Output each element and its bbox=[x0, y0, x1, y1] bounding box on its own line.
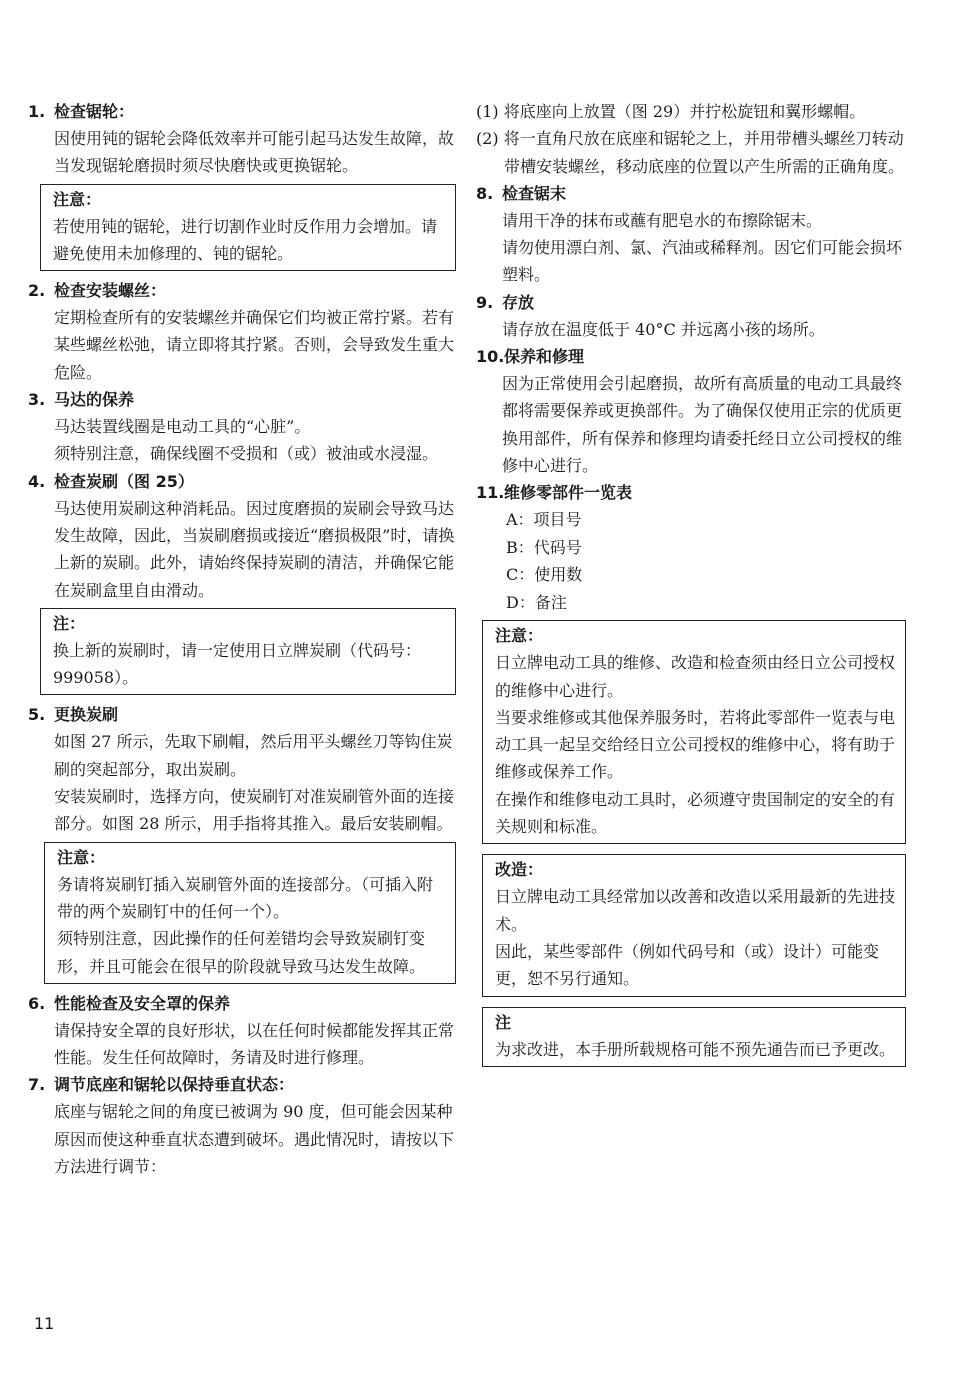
section-number: 3. bbox=[28, 390, 46, 410]
section-check-sawdust bbox=[476, 180, 906, 289]
section-text: 安装炭刷时，选择方向，使炭刷钉对准炭刷管外面的连接部分。如图 28 所示，用手指将其推入。最后安装刷帽。 bbox=[54, 787, 455, 834]
section-heading bbox=[476, 180, 906, 207]
right-column bbox=[476, 98, 906, 1073]
section-check-saw-blade bbox=[28, 98, 456, 180]
section-number: 5. bbox=[28, 705, 46, 725]
section-heading bbox=[476, 343, 906, 370]
section-title: 检查锯轮： bbox=[54, 102, 135, 121]
caution-title: 注意： bbox=[57, 847, 106, 867]
section-text: 请存放在温度低于 40°C 并远离小孩的场所。 bbox=[502, 319, 825, 339]
section-motor-maintenance bbox=[28, 386, 456, 468]
caution-box-dull-blade bbox=[40, 184, 456, 272]
section-number: 9. bbox=[476, 292, 494, 312]
section-replace-carbon-brush bbox=[28, 701, 456, 837]
section-text: 马达使用炭刷这种消耗品。因过度磨损的炭刷会导致马达发生故障，因此，当炭刷磨损或接近“磨损极限”时，请换上新的炭刷。此外，请始终保持炭刷的清洁，并确保它能在炭刷盒里自由滑动。 bbox=[54, 498, 455, 600]
section-parts-list bbox=[476, 479, 906, 616]
section-adjust-base bbox=[28, 1071, 456, 1180]
parts-legend-item: A：项目号 bbox=[506, 510, 582, 530]
note-box-specs bbox=[482, 1007, 906, 1067]
section-title: 调节底座和锯轮以保持垂直状态： bbox=[54, 1075, 295, 1095]
section-title: 维修零部件一览表 bbox=[504, 483, 633, 503]
page-number: 11 bbox=[34, 1314, 55, 1333]
section-title: 检查安装螺丝： bbox=[54, 281, 167, 301]
modification-text: 因此，某些零部件（例如代码号和（或）设计）可能变更，恕不另行通知。 bbox=[495, 941, 880, 989]
section-heading bbox=[28, 277, 456, 304]
section-text: 因为正常使用会引起磨损，故所有高质量的电动工具最终都将需要保养或更换部件。为了确保仅使用正宗的优质更换用部件，所有保养和修理均请委托经日立公司授权的维修中心进行。 bbox=[502, 374, 903, 475]
section-text: 马达装置线圈是电动工具的“心脏”。 bbox=[54, 417, 311, 437]
caution-box-service bbox=[482, 620, 906, 844]
section-number: 4. bbox=[28, 471, 46, 491]
section-text: 须特别注意，确保线圈不受损和（或）被油或水浸湿。 bbox=[54, 444, 439, 464]
modification-text: 日立牌电动工具经常加以改善和改造以采用最新的先进技术。 bbox=[495, 887, 896, 934]
caution-box-brush-insert bbox=[44, 842, 456, 984]
section-number: 11. bbox=[476, 483, 505, 503]
parts-legend-item: D：备注 bbox=[506, 592, 567, 612]
caution-text: 在操作和维修电动工具时，必须遵守贵国制定的安全的有关规则和标准。 bbox=[495, 789, 896, 837]
parts-legend-item: C：使用数 bbox=[506, 565, 583, 585]
section-number: 6. bbox=[28, 993, 46, 1013]
section-text: 请勿使用漂白剂、氯、汽油或稀释剂。因它们可能会损坏塑料。 bbox=[502, 238, 903, 285]
caution-title: 注意： bbox=[495, 626, 544, 646]
section-number: 10. bbox=[476, 347, 505, 367]
section-text: 因使用钝的锯轮会降低效率并可能引起马达发生故障，故当发现锯轮磨损时须尽快磨快或更换锯轮。 bbox=[54, 129, 455, 176]
section-number: 1. bbox=[28, 102, 46, 121]
caution-text: 当要求维修或其他保养服务时，若将此零部件一览表与电动工具一起呈交给经日立公司授权的维修中心，将有助于维修或保养工作。 bbox=[495, 707, 896, 782]
section-title: 更换炭刷 bbox=[54, 705, 119, 725]
section-heading bbox=[28, 386, 456, 413]
note-text: 为求改进，本手册所载规格可能不预先通告而已予更改。 bbox=[495, 1039, 896, 1059]
left-column bbox=[28, 98, 456, 1180]
section-text: 请用干净的抹布或蘸有肥皂水的布擦除锯末。 bbox=[502, 210, 823, 230]
section-title: 马达的保养 bbox=[54, 390, 135, 410]
section-heading bbox=[476, 289, 906, 316]
caution-text: 须特别注意，因此操作的任何差错均会导致炭刷钉变形，并且可能会在很早的阶段就导致马达发生故障。 bbox=[57, 929, 426, 976]
section-title: 性能检查及安全罩的保养 bbox=[54, 993, 231, 1013]
section-title: 检查锯末 bbox=[502, 183, 567, 203]
section-number: 2. bbox=[28, 281, 46, 301]
caution-text: 若使用钝的锯轮，进行切割作业时反作用力会增加。请避免使用未加修理的、钝的锯轮。 bbox=[53, 216, 438, 263]
note-title: 注 bbox=[495, 1012, 512, 1032]
section-heading bbox=[476, 479, 906, 506]
modification-title: 改造： bbox=[495, 860, 544, 880]
section-heading bbox=[28, 990, 456, 1017]
section-title: 存放 bbox=[502, 292, 535, 312]
section-number: 8. bbox=[476, 183, 494, 203]
section-heading bbox=[28, 701, 456, 728]
section-heading bbox=[28, 98, 456, 125]
section-text: 定期检查所有的安装螺丝并确保它们均被正常拧紧。若有某些螺丝松弛，请立即将其拧紧。否则，会导致发生重大危险。 bbox=[54, 308, 455, 382]
parts-legend-item: B：代码号 bbox=[506, 537, 582, 557]
adjust-step-1: (1) 将底座向上放置（图 29）并拧松旋钮和翼形螺帽。 bbox=[476, 102, 866, 121]
section-text: 请保持安全罩的良好形状，以在任何时候都能发挥其正常性能。发生任何故障时，务请及时进行修理。 bbox=[54, 1020, 455, 1068]
section-number: 7. bbox=[28, 1075, 46, 1095]
section-heading bbox=[28, 1071, 456, 1098]
note-text: 换上新的炭刷时，请一定使用日立牌炭刷（代码号：999058）。 bbox=[53, 640, 422, 688]
caution-title: 注意： bbox=[53, 189, 102, 209]
section-service-repair bbox=[476, 343, 906, 479]
adjust-step-2: (2) 将一直角尺放在底座和锯轮之上，并用带槽头螺丝刀转动带槽安装螺丝，移动底座的位置以产生所需的正确角度。 bbox=[476, 129, 905, 176]
note-title: 注： bbox=[53, 613, 86, 633]
section-title: 保养和修理 bbox=[504, 347, 585, 367]
note-box-brush-code bbox=[40, 608, 456, 696]
caution-text: 日立牌电动工具的维修、改造和检查须由经日立公司授权的维修中心进行。 bbox=[495, 653, 896, 700]
section-check-carbon-brushes bbox=[28, 468, 456, 604]
section-check-mounting-screws bbox=[28, 277, 456, 386]
caution-text: 务请将炭刷钉插入炭刷管外面的连接部分。（可插入附带的两个炭刷钉中的任何一个）。 bbox=[57, 874, 434, 921]
section-title: 检查炭刷（图 25） bbox=[54, 471, 194, 491]
section-text: 如图 27 所示，先取下刷帽，然后用平头螺丝刀等钩住炭刷的突起部分，取出炭刷。 bbox=[54, 732, 453, 779]
section-text: 底座与锯轮之间的角度已被调为 90 度，但可能会因某种原因而使这种垂直状态遭到破坏。遇此情况时，请按以下方法进行调节： bbox=[54, 1102, 455, 1177]
section-safety-cover bbox=[28, 990, 456, 1072]
modification-box bbox=[482, 854, 906, 996]
section-heading bbox=[28, 468, 456, 495]
section-storage bbox=[476, 289, 906, 343]
